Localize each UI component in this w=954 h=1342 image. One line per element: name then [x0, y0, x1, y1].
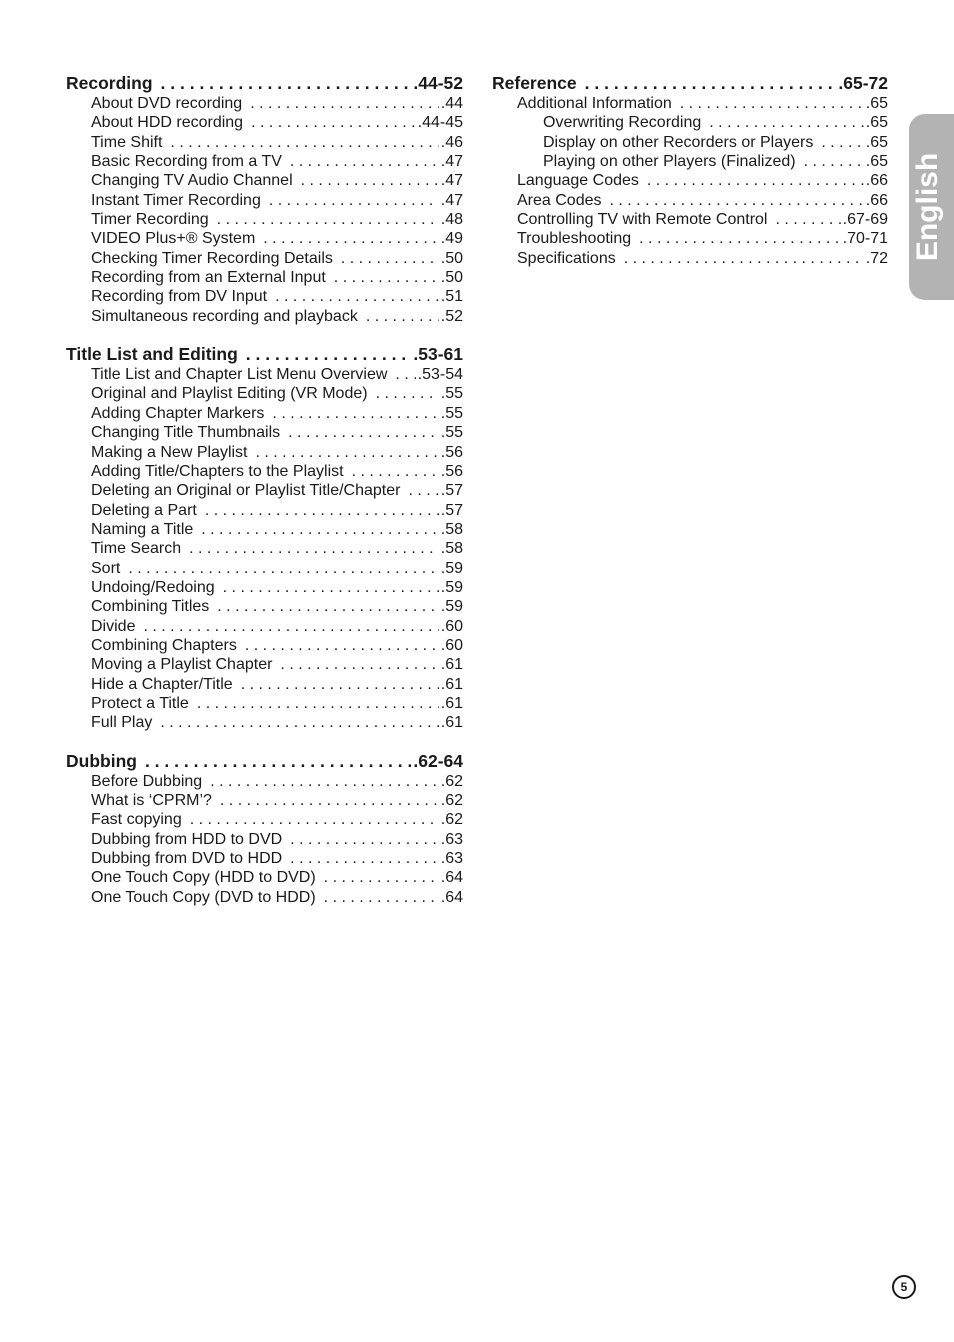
toc-entry [66, 810, 463, 829]
leader-dots [585, 73, 837, 94]
toc-entry [66, 694, 463, 713]
toc-entry-page: .63 [440, 850, 463, 868]
toc-section-heading [66, 73, 463, 94]
toc-entry-title: Display on other Recorders or Players [543, 133, 814, 151]
leader-dots [143, 617, 438, 636]
toc-entry-page: .47 [440, 172, 463, 190]
toc-entry-page: .60 [440, 617, 463, 635]
toc-entry [66, 365, 463, 384]
toc-entry [66, 520, 463, 539]
toc-section-heading [492, 73, 888, 94]
toc-entry-title: Deleting a Part [91, 501, 197, 519]
toc-entry-page: .63 [440, 830, 463, 848]
leader-dots [223, 578, 439, 597]
leader-dots [804, 152, 864, 171]
toc-entry-page: .49 [440, 230, 463, 248]
toc-entry-page: .47 [440, 191, 463, 209]
leader-dots [290, 849, 439, 868]
toc-entry-page: .72 [865, 249, 888, 267]
toc-entry-title: Simultaneous recording and playback [91, 307, 358, 325]
toc-entry-page: .55 [440, 404, 463, 422]
toc-entry-title: Combining Titles [91, 598, 210, 616]
toc-entry [66, 307, 463, 326]
toc-entry-title: Hide a Chapter/Title [91, 675, 233, 693]
leader-dots [217, 210, 439, 229]
toc-entry-title: Changing TV Audio Channel [91, 172, 293, 190]
toc-entry [66, 210, 463, 229]
toc-entry-page: .55 [440, 424, 463, 442]
toc-entry-page: .44-52 [413, 73, 463, 93]
toc-entry-title: Time Search [91, 540, 182, 558]
toc-entry-page: .53-61 [413, 344, 463, 365]
toc-entry-title: VIDEO Plus+® System [91, 230, 256, 248]
toc-entry-page: .64 [440, 888, 463, 906]
toc-entry [66, 423, 463, 442]
leader-dots [197, 694, 439, 713]
toc-entry [66, 617, 463, 636]
leader-dots [189, 539, 439, 558]
toc-entry-title: Checking Timer Recording Details [91, 249, 333, 267]
toc-entry-page: .58 [440, 520, 463, 538]
toc-entry-title: Reference [492, 73, 577, 93]
toc-entry [492, 133, 888, 152]
toc-entry-page: .57 [440, 501, 463, 519]
toc-entry-page: .48 [440, 211, 463, 229]
leader-dots [251, 113, 416, 132]
leader-dots [280, 655, 438, 674]
toc-entry [492, 113, 888, 132]
toc-entry-page: .44-45 [417, 114, 463, 132]
toc-entry-title: Undoing/Redoing [91, 578, 215, 596]
toc-entry-title: Additional Information [517, 95, 672, 112]
toc-entry-title: Recording from DV Input [91, 288, 268, 306]
toc-entry-title: Specifications [517, 249, 616, 267]
toc-entry-title: Troubleshooting [517, 230, 632, 248]
toc-entry [492, 229, 888, 248]
toc-entry-page: .51 [440, 288, 463, 306]
toc-entry-page: .59 [440, 578, 463, 596]
toc-entry-title: Time Shift [91, 133, 163, 151]
leader-dots [324, 868, 439, 887]
leader-dots [376, 384, 439, 403]
toc-entry-title: Adding Chapter Markers [91, 404, 265, 422]
toc-entry-page: .61 [440, 656, 463, 674]
toc-entry-title: Area Codes [517, 191, 602, 209]
language-tab-label: English [911, 152, 944, 262]
toc-entry-title: Dubbing from DVD to HDD [91, 850, 283, 868]
leader-dots [269, 191, 439, 210]
toc-entry-title: Dubbing [66, 750, 137, 771]
toc-entry [66, 384, 463, 403]
toc-entry [66, 675, 463, 694]
toc-entry [66, 849, 463, 868]
toc-entry-page: .65 [865, 95, 888, 112]
toc-entry [66, 152, 463, 171]
leader-dots [161, 73, 412, 94]
toc-entry-title: Title List and Chapter List Menu Overview [91, 366, 388, 384]
toc-entry-title: Timer Recording [91, 211, 209, 229]
toc-entry-title: Changing Title Thumbnails [91, 424, 281, 442]
toc-entry [66, 868, 463, 887]
toc-entry-page: .56 [440, 462, 463, 480]
toc-entry-title: Playing on other Players (Finalized) [543, 153, 796, 171]
toc-entry-page: .62 [440, 772, 463, 790]
toc-entry-title: One Touch Copy (HDD to DVD) [91, 869, 316, 887]
leader-dots [334, 268, 439, 287]
toc-entry [66, 113, 463, 132]
leader-dots [201, 520, 438, 539]
toc-entry-page: .64 [440, 869, 463, 887]
toc-entry-title: Fast copying [91, 811, 182, 829]
toc-entry-title: Combining Chapters [91, 636, 237, 654]
leader-dots [395, 365, 415, 384]
toc-entry [66, 191, 463, 210]
leader-dots [639, 229, 840, 248]
leader-dots [366, 307, 439, 326]
toc-entry [66, 830, 463, 849]
leader-dots [324, 888, 439, 907]
toc-section [66, 344, 463, 733]
toc-entry [66, 171, 463, 190]
toc-entry-title: One Touch Copy (DVD to HDD) [91, 888, 316, 906]
toc-entry-page: .65 [865, 114, 888, 132]
toc-entry-title: Making a New Playlist [91, 443, 248, 461]
toc-entry-title: About HDD recording [91, 114, 244, 132]
toc-entry-page: .53-54 [417, 366, 463, 384]
toc-entry-page: .62 [440, 811, 463, 829]
toc-entry-page: .65 [865, 153, 888, 171]
toc-entry-title: Sort [91, 559, 121, 577]
toc-entry-page: .50 [440, 269, 463, 287]
toc-entry-page: .59 [440, 559, 463, 577]
toc-entry-page: .44 [440, 95, 463, 112]
leader-dots [217, 597, 438, 616]
leader-dots [709, 113, 863, 132]
toc-entry-title: Basic Recording from a TV [91, 153, 282, 171]
toc-entry [66, 229, 463, 248]
toc-entry-title: Recording from an External Input [91, 269, 326, 287]
toc-entry-title: Divide [91, 617, 136, 635]
toc-left-column [66, 73, 463, 925]
toc-entry-page: .47 [440, 153, 463, 171]
toc-entry-title: Deleting an Original or Playlist Title/Chapter [91, 482, 401, 500]
toc-entry-page: .61 [440, 694, 463, 712]
toc-entry-page: .66 [865, 191, 888, 209]
leader-dots [821, 133, 863, 152]
toc-entry-page: .61 [440, 675, 463, 693]
toc-entry [66, 636, 463, 655]
leader-dots [145, 751, 411, 772]
toc-section [492, 73, 888, 268]
toc-entry-title: Overwriting Recording [543, 114, 702, 132]
leader-dots [290, 152, 439, 171]
toc-entry-page: .61 [440, 714, 463, 732]
toc-entry [492, 191, 888, 210]
toc-entry-title: Before Dubbing [91, 772, 203, 790]
toc-entry [492, 94, 888, 113]
toc-entry [66, 287, 463, 306]
toc-entry-page: .59 [440, 598, 463, 616]
leader-dots [128, 559, 438, 578]
leader-dots [341, 249, 439, 268]
toc-entry [66, 888, 463, 907]
leader-dots [624, 249, 864, 268]
toc-entry [66, 133, 463, 152]
toc-entry-page: .62 [440, 792, 463, 809]
toc-entry [66, 443, 463, 462]
page-number: 5 [892, 1275, 916, 1299]
toc-entry-page: .65 [865, 133, 888, 151]
toc-entry [66, 462, 463, 481]
toc-entry-page: .52 [440, 307, 463, 325]
leader-dots [210, 772, 439, 791]
leader-dots [647, 171, 864, 190]
leader-dots [190, 810, 439, 829]
leader-dots [275, 287, 439, 306]
toc-entry [66, 249, 463, 268]
toc-entry-title: Recording [66, 73, 153, 93]
toc-entry-page: .46 [440, 133, 463, 151]
toc-entry-page: .60 [440, 636, 463, 654]
leader-dots [205, 501, 439, 520]
toc-entry [66, 559, 463, 578]
leader-dots [250, 94, 439, 113]
toc-entry-title: Title List and Editing [66, 344, 238, 365]
leader-dots [246, 344, 412, 365]
toc-entry [66, 597, 463, 616]
toc-entry-page: .50 [440, 249, 463, 267]
toc-entry-title: Adding Title/Chapters to the Playlist [91, 462, 344, 480]
toc-entry [66, 501, 463, 520]
toc-entry [66, 772, 463, 791]
toc-entry-page: .58 [440, 540, 463, 558]
toc-entry-title: Controlling TV with Remote Control [517, 211, 768, 229]
toc-entry [66, 404, 463, 423]
toc-entry-title: Naming a Title [91, 520, 194, 538]
leader-dots [241, 675, 439, 694]
leader-dots [160, 713, 438, 732]
toc-entry-title: About DVD recording [91, 95, 243, 112]
toc-entry-title: Language Codes [517, 172, 639, 190]
toc-entry [66, 481, 463, 500]
toc-section-heading [66, 344, 463, 365]
toc-entry-title: Instant Timer Recording [91, 191, 261, 209]
toc-entry-page: .67-69 [842, 211, 888, 229]
language-tab [909, 114, 954, 300]
toc-entry [66, 578, 463, 597]
toc-section [66, 751, 463, 907]
leader-dots [775, 210, 840, 229]
leader-dots [680, 94, 864, 113]
toc-entry [492, 171, 888, 190]
leader-dots [290, 830, 439, 849]
leader-dots [170, 133, 438, 152]
toc-entry [66, 539, 463, 558]
leader-dots [220, 791, 439, 810]
toc-entry-title: Dubbing from HDD to DVD [91, 830, 283, 848]
toc-entry-page: .66 [865, 172, 888, 190]
toc-entry-page: .65-72 [838, 73, 888, 93]
toc-entry-title: Moving a Playlist Chapter [91, 656, 273, 674]
toc-entry [66, 791, 463, 810]
leader-dots [352, 462, 439, 481]
toc-section-heading [66, 751, 463, 772]
toc-entry [492, 210, 888, 229]
toc-entry [66, 268, 463, 287]
toc-entry-title: What is ‘CPRM’? [91, 792, 212, 809]
toc-entry-title: Full Play [91, 714, 153, 732]
leader-dots [408, 481, 438, 500]
toc-entry [66, 713, 463, 732]
toc-entry-page: .57 [440, 482, 463, 500]
leader-dots [245, 636, 439, 655]
toc-entry [492, 249, 888, 268]
leader-dots [301, 171, 439, 190]
toc-entry-title: Original and Playlist Editing (VR Mode) [91, 385, 368, 403]
toc-entry-title: Protect a Title [91, 694, 189, 712]
leader-dots [263, 229, 438, 248]
toc-entry [66, 655, 463, 674]
leader-dots [256, 443, 439, 462]
leader-dots [610, 191, 864, 210]
toc-entry [492, 152, 888, 171]
toc-entry-page: .62-64 [413, 750, 463, 771]
leader-dots [272, 404, 438, 423]
toc-entry-page: .55 [440, 385, 463, 403]
leader-dots [288, 423, 439, 442]
toc-section [66, 73, 463, 326]
toc-entry-page: .70-71 [842, 230, 888, 248]
toc-right-column [492, 73, 888, 286]
toc-entry-page: .56 [440, 443, 463, 461]
toc-entry [66, 94, 463, 113]
